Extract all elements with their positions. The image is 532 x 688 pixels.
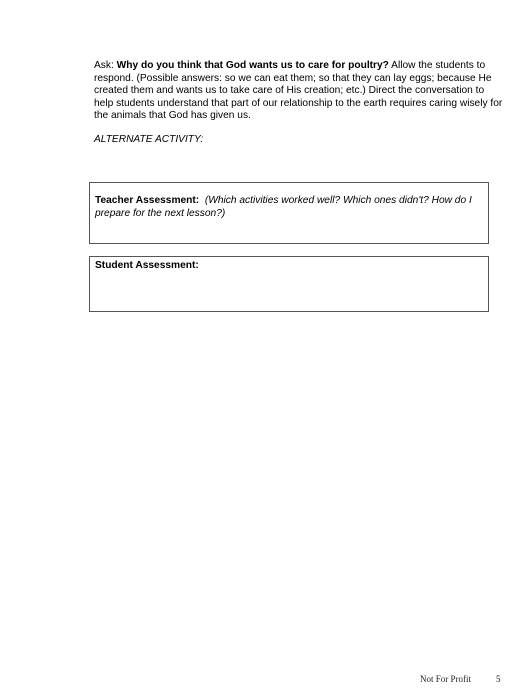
ask-instructions: Allow the students to respond. (Possible answers: so we can eat them; so that they can lay eggs; because He created them and wants us to take care of His creation; etc.) Direct the conversation to help students understand that part of our relationship to the earth requires caring wisely for the animals that God has given us.	[94, 60, 503, 122]
teacher-assessment-label: Teacher Assessment:	[95, 195, 200, 206]
teacher-assessment-box	[89, 182, 489, 244]
alternate-activity-heading: ALTERNATE ACTIVITY:	[94, 134, 204, 145]
student-assessment-label: Student Assessment:	[95, 260, 199, 271]
ask-question: Why do you think that God wants us to care for poultry?	[116, 60, 389, 71]
footer-text: Not For Profit	[420, 674, 472, 684]
ask-prefix: Ask:	[94, 60, 117, 71]
teacher-assessment-text	[95, 195, 482, 220]
ask-paragraph	[94, 60, 504, 123]
student-assessment-text	[95, 260, 482, 273]
page-number: 5	[496, 674, 501, 684]
student-assessment-box	[89, 256, 489, 312]
teacher-assessment-prompt: (Which activities worked well? Which ones didn't? How do I prepare for the next lesson?)	[95, 195, 472, 219]
